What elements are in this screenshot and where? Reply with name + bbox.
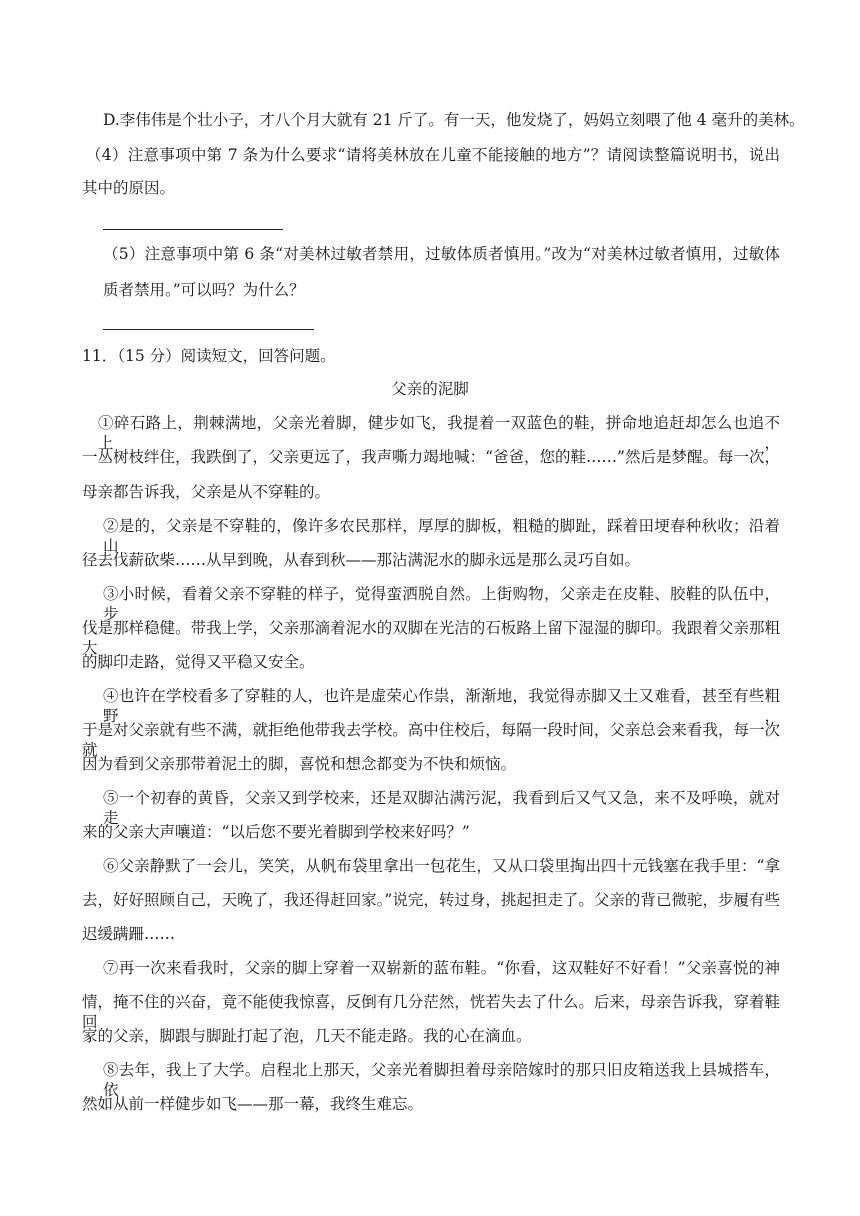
paragraph-6-line-3: 迟缓蹒跚…… bbox=[82, 925, 176, 943]
paragraph-4-line-1: ④也许在学校看多了穿鞋的人，也许是虚荣心作祟，渐渐地，我觉得赤脚又土又难看，甚至有些粗野， bbox=[103, 687, 780, 725]
paragraph-2-line-2: 径去伐薪砍柴……从早到晚，从春到秋——那沾满泥水的脚永远是那么灵巧自如。 bbox=[82, 551, 641, 569]
q11-heading: 11．（15 分）阅读短文，回答问题。 bbox=[82, 347, 336, 365]
paragraph-3-line-1: ③小时候，看着父亲不穿鞋的样子，觉得蛮洒脱自然。上街购物，父亲走在皮鞋、胶鞋的队伍中，步 bbox=[103, 585, 780, 623]
paragraph-1-line-1: ①碎石路上，荆棘满地，父亲光着脚，健步如飞，我提着一双蓝色的鞋，拼命地追赶却怎么也追不上， bbox=[98, 414, 780, 452]
paragraph-8-line-2: 然如从前一样健步如飞——那一幕，我终生难忘。 bbox=[82, 1095, 424, 1113]
q10-sub5-line1: （5）注意事项中第 6 条“对美林过敏者禁用，过敏体质者慎用。”改为“对美林过敏者慎用，过敏体 bbox=[103, 245, 780, 263]
paragraph-5-line-2: 来的父亲大声嚷道：“以后您不要光着脚到学校来好吗？” bbox=[82, 823, 470, 841]
paragraph-8-line-1: ⑧去年，我上了大学。启程北上那天，父亲光着脚担着母亲陪嫁时的那只旧皮箱送我上县城搭车，依 bbox=[103, 1061, 780, 1099]
q10-sub5-line2: 质者禁用。”可以吗？为什么？ bbox=[103, 281, 305, 299]
q10-sub5-answer-line bbox=[103, 329, 314, 330]
paragraph-1-line-2: 一丛树枝绊住，我跌倒了，父亲更远了，我声嘶力竭地喊：“爸爸，您的鞋……”然后是梦醒。每一次， bbox=[82, 448, 780, 466]
paragraph-7-line-2: 情，掩不住的兴奋，竟不能使我惊喜，反倒有几分茫然，恍若失去了什么。后来，母亲告诉我，穿着鞋回 bbox=[82, 993, 780, 1031]
paragraph-3-line-3: 的脚印走路，觉得又平稳又安全。 bbox=[82, 653, 315, 671]
paragraph-7-line-3: 家的父亲，脚跟与脚趾打起了泡，几天不能走路。我的心在滴血。 bbox=[82, 1027, 532, 1045]
q10-option-d: D.李伟伟是个壮小子，才八个月大就有 21 斤了。有一天，他发烧了，妈妈立刻喂了他 4 毫升的美林。 bbox=[103, 111, 805, 129]
paragraph-1-line-3: 母亲都告诉我，父亲是从不穿鞋的。 bbox=[82, 483, 331, 501]
paragraph-6-line-1: ⑥父亲静默了一会儿，笑笑，从帆布袋里拿出一包花生，又从口袋里掏出四十元钱塞在我手里：“拿 bbox=[103, 857, 780, 875]
paragraph-2-line-1: ②是的，父亲是不穿鞋的，像许多农民那样，厚厚的脚板，粗糙的脚趾，踩着田埂春种秋收；沿着山 bbox=[103, 517, 780, 555]
paragraph-4-line-3: 因为看到父亲那带着泥土的脚，喜悦和想念都变为不快和烦恼。 bbox=[82, 755, 517, 773]
paragraph-3-line-2: 伐是那样稳健。带我上学，父亲那滴着泥水的双脚在光洁的石板路上留下湿湿的脚印。我跟着父亲那粗大 bbox=[82, 619, 780, 657]
passage-title: 父亲的泥脚 bbox=[391, 380, 469, 398]
paragraph-7-line-1: ⑦再一次来看我时，父亲的脚上穿着一双崭新的蓝布鞋。“你看，这双鞋好不好看！”父亲喜悦的神 bbox=[103, 959, 780, 977]
paragraph-5-line-1: ⑤一个初春的黄昏，父亲又到学校来，还是双脚沾满污泥，我看到后又气又急，来不及呼唤，就对走 bbox=[103, 789, 780, 827]
q10-sub4-line1: （4）注意事项中第 7 条为什么要求“请将美林放在儿童不能接触的地方”？请阅读整篇说明书，说出 bbox=[86, 146, 780, 164]
paragraph-4-line-2: 于是对父亲就有些不满，就拒绝他带我去学校。高中住校后，每隔一段时间，父亲总会来看我，每一次就 bbox=[82, 721, 780, 759]
q10-sub4-answer-line bbox=[103, 229, 283, 230]
paragraph-6-line-2: 去，好好照顾自己，天晚了，我还得赶回家。”说完，转过身，挑起担走了。父亲的背已微驼，步履有些 bbox=[82, 891, 780, 909]
q10-sub4-line2: 其中的原因。 bbox=[82, 179, 176, 197]
